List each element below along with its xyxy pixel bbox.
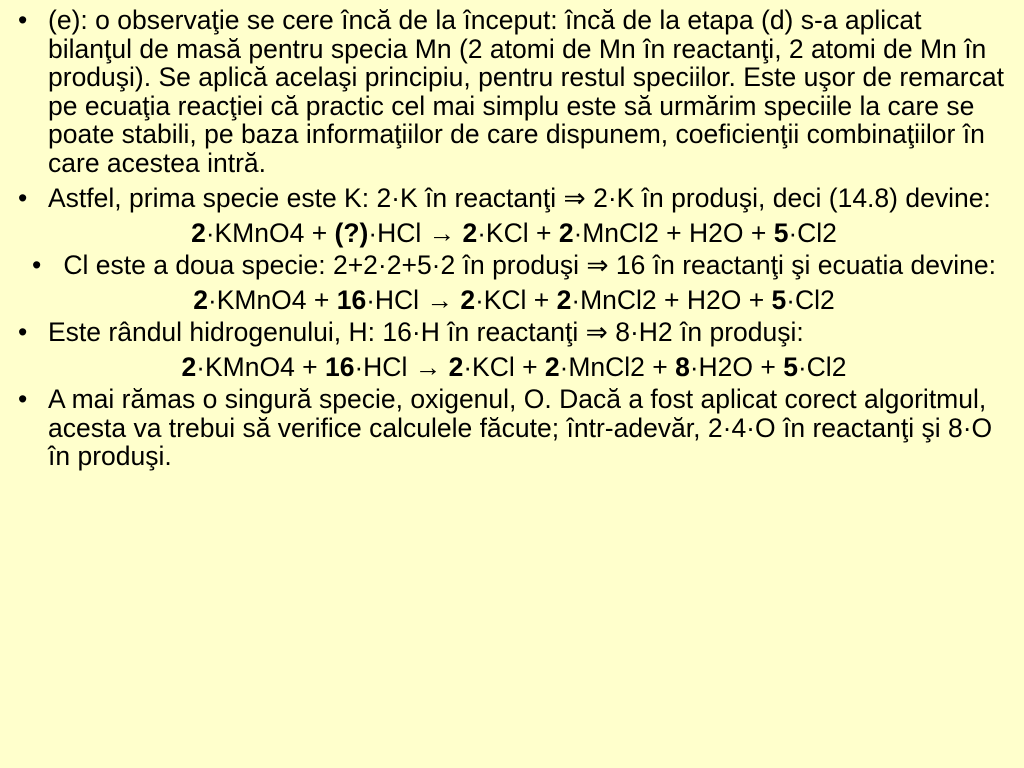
species-h2o: H2O <box>698 351 754 382</box>
coef-h2o: 8 <box>675 351 690 382</box>
species-hcl: HCl <box>377 217 422 248</box>
species-hcl: HCl <box>363 351 408 382</box>
species-kmno4: KMnO4 <box>214 217 305 248</box>
species-mncl2: MnCl2 <box>580 284 657 315</box>
coef-kcl: 2 <box>460 284 476 315</box>
bullet-dot: • <box>32 250 42 280</box>
bullet-dot: • <box>18 317 28 347</box>
bullet-observation <box>18 6 1010 177</box>
bullet-chlorine <box>18 251 1010 280</box>
species-kcl: KCl <box>472 351 515 382</box>
species-mncl2: MnCl2 <box>568 351 645 382</box>
species-mncl2: MnCl2 <box>582 217 659 248</box>
equation-2: 2·KMnO4 + 16·HCl → 2·KCl + 2·MnCl2 + H2O + 5·Cl2 <box>193 284 835 315</box>
bullet-oxygen <box>18 385 1010 471</box>
coef-kmno4: 2 <box>181 351 197 382</box>
coef-kmno4: 2 <box>191 217 206 248</box>
coef-cl2: 5 <box>773 217 789 248</box>
bullet-dot: • <box>18 183 28 213</box>
bullet-hydrogen <box>18 318 1010 347</box>
coef-kcl: 2 <box>448 351 464 382</box>
bullet-dot: • <box>18 384 28 414</box>
coef-hcl: 16 <box>325 351 355 382</box>
bullet-text: A mai rămas o singură specie, oxigenul, O. Dacă a fost aplicat corect algoritmul, acesta va trebui să verifice calculele făcute; într-adevăr, 2·4·O în reactanţi şi 8·O în produşi. <box>48 384 993 471</box>
reaction-arrow: → <box>426 284 453 315</box>
coef-mncl2: 2 <box>558 217 574 248</box>
bullet-dot: • <box>18 5 28 35</box>
species-cl2: Cl2 <box>794 284 835 315</box>
equation-1: 2·KMnO4 + (?)·HCl → 2·KCl + 2·MnCl2 + H2O + 5·Cl2 <box>191 217 837 248</box>
species-kmno4: KMnO4 <box>204 351 295 382</box>
coef-cl2: 5 <box>783 351 798 382</box>
species-cl2: Cl2 <box>797 217 837 248</box>
species-kmno4: KMnO4 <box>216 284 307 315</box>
bullet-text: (e): o observaţie se cere încă de la început: încă de la etapa (d) s-a aplicat bilanţul de masă pentru specia Mn (2 atomi de Mn în reactanţi, 2 atomi de Mn în produşi). Se aplică acelaşi principiu, pentru restul speciilor. Este uşor de remarcat pe ecuaţia reacţiei că practic cel mai simplu este să urmărim speciile la care se poate stabili, pe baza informaţiilor de care dispunem, coeficienţii combinaţiilor în care acestea intră. <box>48 5 1004 178</box>
coef-mncl2: 2 <box>544 351 560 382</box>
bullet-text: Astfel, prima specie este K: 2·K în reactanţi ⇒ 2·K în produşi, deci (14.8) devine: <box>48 183 991 213</box>
species-cl2: Cl2 <box>806 351 847 382</box>
coef-hcl: (?) <box>334 217 369 248</box>
coef-kmno4: 2 <box>193 284 209 315</box>
bullet-text: Cl este a doua specie: 2+2·2+5·2 în produşi ⇒ 16 în reactanţi şi ecuatia devine: <box>63 250 996 280</box>
species-hcl: HCl <box>374 284 420 315</box>
species-h2o: H2O <box>686 284 742 315</box>
coef-cl2: 5 <box>771 284 787 315</box>
reaction-arrow: → <box>414 351 442 382</box>
coef-mncl2: 2 <box>556 284 572 315</box>
species-kcl: KCl <box>485 217 529 248</box>
coef-kcl: 2 <box>462 217 478 248</box>
reaction-arrow: → <box>428 217 456 248</box>
species-h2o: H2O <box>689 217 744 248</box>
equation-3: 2·KMnO4 + 16·HCl → 2·KCl + 2·MnCl2 + 8·H2O + 5·Cl2 <box>181 351 847 382</box>
species-kcl: KCl <box>483 284 527 315</box>
coef-hcl: 16 <box>336 284 367 315</box>
bullet-potassium <box>18 184 1010 213</box>
bullet-text: Este rândul hidrogenului, H: 16·H în reactanţi ⇒ 8·H2 în produşi: <box>48 317 804 347</box>
